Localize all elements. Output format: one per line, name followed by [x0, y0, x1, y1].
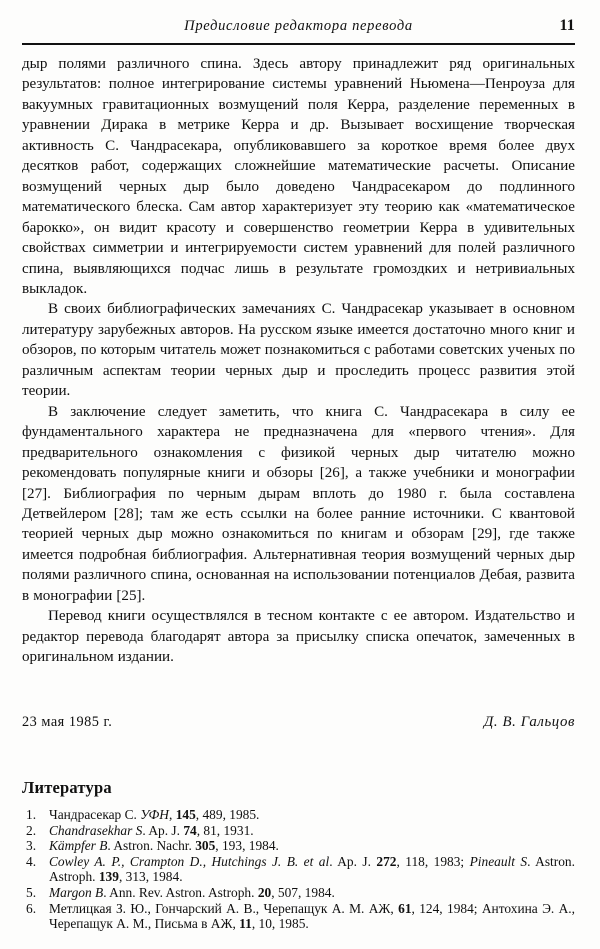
bibliography-entry-number: 3.	[26, 838, 37, 854]
bibliography-entry	[22, 885, 575, 901]
bibliography-entry-number: 6.	[26, 900, 37, 916]
bibliography-entry-number: 1.	[26, 807, 37, 822]
paragraph: В заключение следует заметить, что книга С. Чандрасекара в силу ее фундаментального характера не предназначена для «первого чтения». Для предварительного ознакомления с физикой черных дыр читателю можно рекомендовать популярные книги и обзоры [26], а также учебники и монографии [27]. Библиография по черным дырам вплоть до 1980 г. была составлена Детвейлером [28]; там же есть ссылки на более ранние источники. С квантовой теорией черных дыр можно ознакомиться по книгам и обзорам [29], где также имеется подробная библиография. Альтернативная теория возмущений черных дыр полями различного спина, основанная на использовании потенциалов Дебая, развита в монографии [25].	[22, 403, 575, 604]
paragraph: В своих библиографических замечаниях С. Чандрасекар указывает в основном литературу зарубежных авторов. На русском языке имеется достаточно много книг и обзоров, по которым читатель может познакомиться с работами советских ученых по различным аспектам теории черных дыр и проследить процесс развития этой теории.	[22, 301, 575, 400]
signature-date: 23 мая 1985 г.	[22, 714, 113, 730]
bibliography-entry-text: Margon B. Ann. Rev. Astron. Astroph. 20, 507, 1984.	[49, 884, 335, 900]
bibliography-entry	[22, 838, 575, 854]
bibliography-entry	[22, 854, 575, 885]
bibliography-entry-text: Метлицкая З. Ю., Гончарский А. В., Черепащук А. М. АЖ, 61, 124, 1984; Антохина Э. А., Черепащук А. М., Письма в АЖ, 11, 10, 1985.	[49, 900, 575, 932]
header-rule-divider	[22, 43, 575, 45]
body-text	[22, 54, 575, 668]
bibliography-title: Литература	[22, 778, 112, 797]
bibliography-entry	[22, 901, 575, 932]
paragraph: Перевод книги осуществлялся в тесном контакте с ее автором. Издательство и редактор перевода благодарят автора за присылку списка опечаток, замеченных в оригинальном издании.	[22, 608, 575, 666]
bibliography-entry	[22, 823, 575, 839]
running-head-title: Предисловие редактора перевода	[184, 18, 413, 34]
signature-author: Д. В. Гальцов	[483, 714, 575, 730]
signature-line	[22, 714, 575, 736]
bibliography-entry-number: 4.	[26, 853, 37, 869]
page-number: 11	[559, 17, 575, 34]
bibliography-entry-number: 5.	[26, 884, 37, 900]
bibliography-entry-text: Чандрасекар С. УФН, 145, 489, 1985.	[49, 807, 260, 822]
bibliography-section	[22, 778, 575, 932]
bibliography-entry-text: Chandrasekhar S. Ap. J. 74, 81, 1931.	[49, 822, 254, 838]
paragraph: дыр полями различного спина. Здесь автору принадлежит ряд оригинальных результатов: полное интегрирование системы уравнений Ньюмена—Пенроуза для вакуумных гравитационных возмущений поля Керра, разделение переменных в уравнении Дирака в метрике Керра и др. Вызывает восхищение творческая активность С. Чандрасекара, опубликовавшего за короткое время более двух десятков работ, содержащих сложнейшие математические расчеты. Описание возмущений черных дыр было доведено Чандрасекаром до подлинного математического блеска. Сам автор характеризует эту теорию как «математическое барокко», он видит красоту и совершенство геометрии Керра в удивительных свойствах симметрии и интегрируемости систем уравнений для полей различного спина, выявляющихся подчас лишь в результате громоздких и нетривиальных выкладок.	[22, 56, 575, 297]
bibliography-entry	[22, 807, 575, 823]
bibliography-list	[22, 807, 575, 932]
bibliography-entry-number: 2.	[26, 822, 37, 838]
running-head	[22, 18, 575, 40]
bibliography-entry-text: Cowley A. P., Crampton D., Hutchings J. B. et al. Ap. J. 272, 118, 1983; Pineault S. Astron. Astroph. 139, 313, 1984.	[49, 853, 575, 885]
bibliography-entry-text: Kämpfer B. Astron. Nachr. 305, 193, 1984.	[49, 838, 279, 854]
